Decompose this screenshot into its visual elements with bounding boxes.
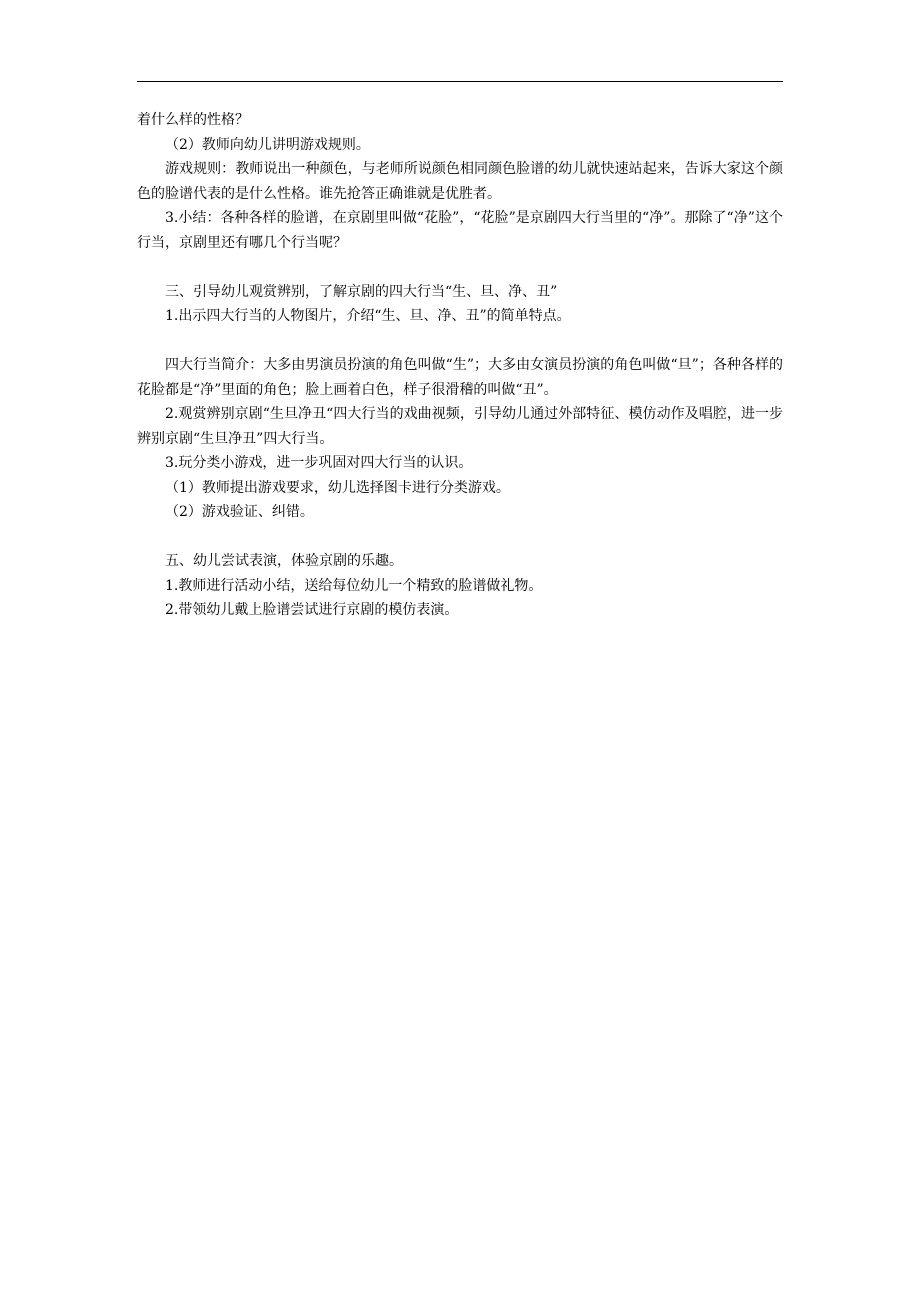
paragraph-step-rules: （2）教师向幼儿讲明游戏规则。 <box>165 136 370 153</box>
paragraph-game-requirement: （1）教师提出游戏要求，幼儿选择图卡进行分类游戏。 <box>165 479 510 496</box>
paragraph-summary: 3.小结：各种各样的脸谱，在京剧里叫做“花脸”，“花脸”是京剧四大行当里的“净”。那除了“净”这个行当，京剧里还有哪几个行当呢？ <box>137 210 783 251</box>
paragraph-show-pictures: 1.出示四大行当的人物图片，介绍“生、旦、净、丑”的简单特点。 <box>165 308 571 324</box>
paragraph-activity-summary: 1.教师进行活动小结，送给每位幼儿一个精致的脸谱做礼物。 <box>165 577 543 594</box>
paragraph-watch-video: 2.观赏辨别京剧“生旦净丑“四大行当的戏曲视频，引导幼儿通过外部特征、模仿动作及唱腔，进一步辨别京剧“生旦净丑”四大行当。 <box>137 406 783 447</box>
paragraph-game-rules: 游戏规则：教师说出一种颜色，与老师所说颜色相同颜色脸谱的幼儿就快速站起来，告诉大家这个颜色的脸谱代表的是什么性格。谁先抢答正确谁就是优胜者。 <box>137 161 783 202</box>
header-rule <box>137 81 783 82</box>
paragraph-sorting-game: 3.玩分类小游戏，进一步巩固对四大行当的认识。 <box>165 455 473 471</box>
paragraph-continuation: 着什么样的性格？ <box>137 112 249 128</box>
paragraph-game-check: （2）游戏验证、纠错。 <box>165 504 314 520</box>
paragraph-imitation-performance: 2.带领幼儿戴上脸谱尝试进行京剧的模仿表演。 <box>165 602 459 618</box>
document-body <box>137 108 783 623</box>
paragraph-role-intro: 四大行当简介：大多由男演员扮演的角色叫做“生”；大多由女演员扮演的角色叫做“旦”；各种各样的花脸都是“净”里面的角色；脸上画着白色，样子很滑稽的叫做“丑”。 <box>137 357 783 398</box>
section-heading-three: 三、引导幼儿观赏辨别，了解京剧的四大行当“生、旦、净、丑” <box>165 283 558 300</box>
section-heading-five: 五、幼儿尝试表演，体验京剧的乐趣。 <box>165 553 403 569</box>
